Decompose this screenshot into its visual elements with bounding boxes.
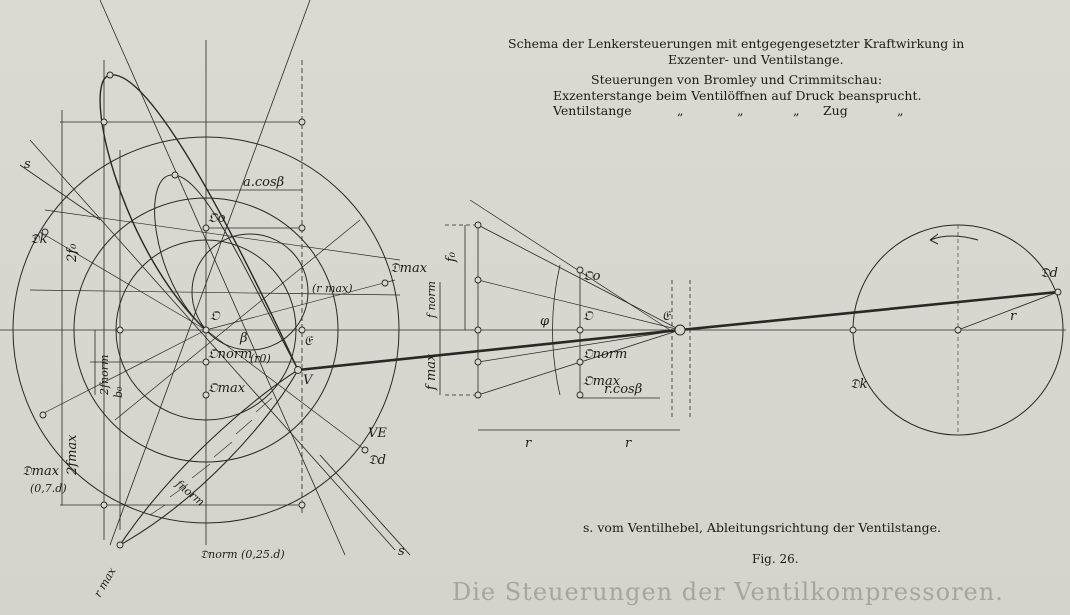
label-f0-right: f₀ bbox=[444, 251, 459, 262]
label-o0-right: 𝔒o bbox=[583, 269, 601, 284]
label-v: V bbox=[303, 373, 313, 388]
label-dk: 𝔇k bbox=[30, 232, 48, 247]
label-s-left: s bbox=[24, 157, 31, 172]
diagonal-line-3 bbox=[110, 0, 310, 545]
caption-line4 bbox=[553, 103, 913, 118]
caption-line4-q3: „ bbox=[793, 103, 800, 118]
label-dd-right: 𝔇d bbox=[1040, 266, 1058, 281]
label-r-circle: r bbox=[1010, 309, 1017, 324]
label-2f0: 2f₀ bbox=[65, 243, 80, 262]
caption-line4-zug: Zug bbox=[823, 103, 848, 118]
caption-line4-q2: „ bbox=[737, 103, 744, 118]
right-construct-9 bbox=[478, 330, 680, 362]
label-rmax-small: r max bbox=[91, 565, 119, 600]
valve-lift-curve-inner bbox=[155, 175, 298, 370]
label-c-right: 𝔈 bbox=[662, 309, 670, 324]
bottom-heading: Die Steuerungen der Ventilkompressoren. bbox=[452, 578, 1004, 606]
label-r-right: r bbox=[625, 436, 632, 451]
diagonal-line-2 bbox=[30, 140, 395, 550]
footnote: s. vom Ventilhebel, Ableitungsrichtung der Ventilstange. bbox=[583, 520, 942, 535]
label-rmax: (r max) bbox=[312, 282, 353, 295]
right-construct-7 bbox=[470, 200, 670, 330]
caption-subtitle: Steuerungen von Bromley und Crimmitschau: bbox=[591, 72, 883, 87]
label-r0: (r0) bbox=[250, 352, 271, 365]
label-o0: 𝔒o bbox=[208, 211, 226, 226]
label-r-left: r bbox=[525, 436, 532, 451]
label-dmax-left-sub: (0,7.d) bbox=[30, 482, 67, 495]
right-construct-1 bbox=[478, 225, 680, 330]
label-s-bottom: s bbox=[398, 544, 405, 559]
label-acos: a.cosβ bbox=[243, 175, 285, 190]
label-b0: b₀ bbox=[112, 386, 125, 398]
label-rcos-right: r.cosβ bbox=[604, 382, 643, 397]
caption-title-line1: Schema der Lenkersteuerungen mit entgegengesetzter Kraftwirkung in bbox=[508, 36, 965, 51]
right-construct-8 bbox=[478, 280, 680, 330]
caption-line4-q4: „ bbox=[897, 103, 904, 118]
label-dnorm-bottom: 𝔇norm (0,25.d) bbox=[200, 548, 285, 561]
rotation-arrow-arc bbox=[930, 236, 978, 240]
label-onorm-right: 𝔒norm bbox=[583, 347, 628, 362]
figure-label: Fig. 26. bbox=[752, 552, 799, 566]
s-arrow-bottom bbox=[320, 455, 410, 555]
label-omax: 𝔒max bbox=[208, 381, 246, 396]
caption-line4-left: Ventilstange bbox=[553, 103, 632, 118]
label-dmax-left: 𝔇max bbox=[22, 464, 60, 479]
caption-line3: Exzenterstange beim Ventilöffnen auf Druck beansprucht. bbox=[553, 88, 922, 103]
valve-rod bbox=[680, 292, 1058, 330]
label-fnorm-curve: fnorm bbox=[173, 477, 208, 509]
label-omax-right: 𝔒max bbox=[583, 374, 621, 389]
caption-line4-q1: „ bbox=[677, 103, 684, 118]
label-fmax-right: f max bbox=[424, 353, 439, 390]
caption-title-line2: Exzenter- und Ventilstange. bbox=[668, 52, 844, 67]
label-phi: φ bbox=[540, 314, 550, 329]
label-o-center: 𝔒 bbox=[210, 309, 220, 324]
label-dk-right: 𝔇k bbox=[850, 377, 868, 392]
label-dmax-right: 𝔇max bbox=[390, 261, 428, 276]
label-2fnorm: 2fnorm bbox=[98, 354, 111, 395]
label-dd-left: 𝔇d bbox=[368, 453, 386, 468]
label-2fmax: 2fmax bbox=[65, 434, 80, 475]
label-beta: β bbox=[240, 331, 248, 346]
label-c: 𝔈 bbox=[304, 334, 312, 349]
label-o-right: 𝔒 bbox=[583, 309, 593, 324]
diagonal-line-10 bbox=[40, 330, 206, 415]
label-fnorm-right: f norm bbox=[425, 281, 438, 318]
label-onorm: 𝔒norm bbox=[208, 347, 253, 362]
label-ve: VE bbox=[368, 426, 387, 441]
